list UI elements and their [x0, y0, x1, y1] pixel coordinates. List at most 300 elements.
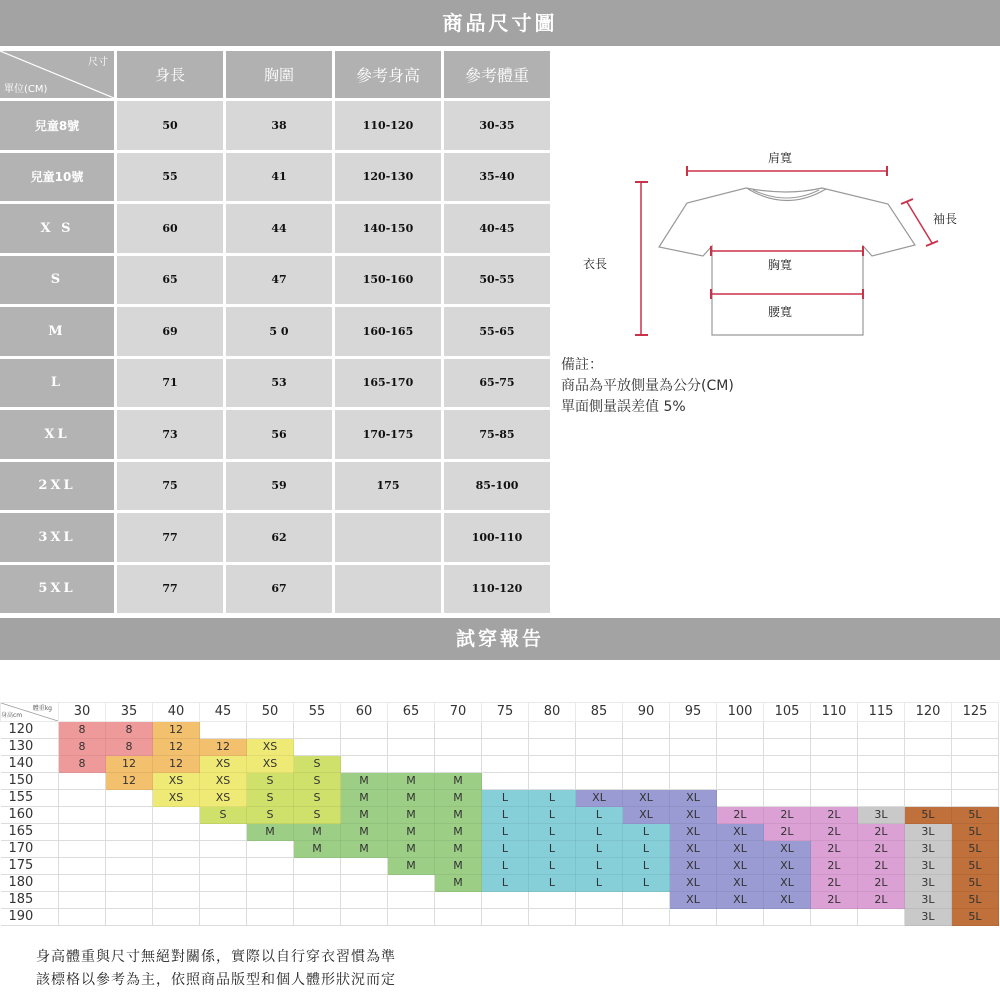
fit-cell: [576, 756, 623, 773]
fit-cell: 5L: [952, 807, 999, 824]
size-row: [0, 307, 550, 356]
fit-cell: 2L: [764, 807, 811, 824]
weight-header: 55: [294, 703, 341, 722]
height-label: 175: [1, 858, 59, 875]
size-cell: 110-120: [335, 101, 441, 150]
fit-cell: 3L: [905, 909, 952, 926]
fit-cell: [388, 722, 435, 739]
fit-cell: XL: [764, 841, 811, 858]
fit-cell: M: [435, 790, 482, 807]
fit-cell: [576, 909, 623, 926]
fit-cell: 3L: [905, 858, 952, 875]
fit-cell: [482, 739, 529, 756]
fit-cell: 2L: [811, 841, 858, 858]
fit-cell: [59, 892, 106, 909]
fit-cell: [952, 756, 999, 773]
fit-cell: [811, 756, 858, 773]
fit-cell: [529, 909, 576, 926]
size-label: S: [0, 256, 114, 305]
fit-cell: S: [294, 756, 341, 773]
fit-cell: [153, 824, 200, 841]
fit-cell: [811, 722, 858, 739]
fit-report-chart: [0, 702, 999, 926]
fit-cell: XS: [153, 790, 200, 807]
fit-cell: [482, 756, 529, 773]
fit-cell: [106, 841, 153, 858]
fit-cell: [858, 909, 905, 926]
fit-cell: S: [294, 773, 341, 790]
fit-cell: 2L: [858, 858, 905, 875]
footer-line-2: 該標格以參考為主，依照商品版型和個人體形狀況而定: [36, 972, 396, 988]
fit-row: [1, 773, 999, 790]
fit-cell: [952, 739, 999, 756]
fit-cell: L: [576, 824, 623, 841]
fit-cell: [623, 892, 670, 909]
size-cell: 50-55: [444, 256, 550, 305]
size-row: [0, 513, 550, 562]
fit-cell: XL: [623, 807, 670, 824]
height-label: 160: [1, 807, 59, 824]
fit-cell: [529, 892, 576, 909]
fit-cell: 5L: [952, 892, 999, 909]
fit-cell: [670, 773, 717, 790]
fit-cell: L: [529, 824, 576, 841]
weight-header: 40: [153, 703, 200, 722]
fit-cell: 5L: [952, 824, 999, 841]
weight-header: 50: [247, 703, 294, 722]
corner-top-label: 尺寸: [88, 57, 108, 68]
weight-header: 30: [59, 703, 106, 722]
fit-cell: 5L: [952, 841, 999, 858]
fit-cell: L: [529, 807, 576, 824]
fit-cell: [106, 858, 153, 875]
fit-cell: [811, 790, 858, 807]
shoulder-width-label: 肩寬: [768, 151, 793, 165]
fit-report-title: 試穿報告: [455, 628, 544, 650]
fit-cell: [717, 909, 764, 926]
height-label: 140: [1, 756, 59, 773]
fit-cell: L: [623, 858, 670, 875]
size-cell: 59: [226, 462, 332, 511]
fit-cell: [717, 790, 764, 807]
fit-cell: 8: [59, 739, 106, 756]
size-cell: 110-120: [444, 565, 550, 614]
fit-cell: [576, 722, 623, 739]
size-cell: 62: [226, 513, 332, 562]
fit-cell: 12: [106, 773, 153, 790]
corner-cell: [0, 51, 114, 98]
height-label: 180: [1, 875, 59, 892]
fit-report-banner: [0, 618, 1000, 660]
size-row: [0, 256, 550, 305]
fit-cell: [341, 722, 388, 739]
fit-cell: [247, 722, 294, 739]
size-row: [0, 101, 550, 150]
fit-row: [1, 824, 999, 841]
fit-cell: [294, 739, 341, 756]
fit-cell: [153, 875, 200, 892]
size-cell: 67: [226, 565, 332, 614]
fit-cell: S: [247, 773, 294, 790]
fit-cell: [717, 756, 764, 773]
fit-cell: [717, 773, 764, 790]
fit-cell: 2L: [858, 841, 905, 858]
size-cell: 41: [226, 153, 332, 202]
fit-cell: 2L: [811, 858, 858, 875]
fit-cell: [106, 790, 153, 807]
height-label: 170: [1, 841, 59, 858]
size-label: 5XL: [0, 565, 114, 614]
size-row: [0, 359, 550, 408]
fit-cell: [529, 739, 576, 756]
fit-cell: [341, 909, 388, 926]
fit-cell: [717, 722, 764, 739]
fit-cell: [59, 790, 106, 807]
body-length-label: 衣長: [583, 257, 608, 271]
fit-cell: 2L: [764, 824, 811, 841]
fit-cell: M: [388, 858, 435, 875]
fit-cell: XL: [717, 824, 764, 841]
fit-row: [1, 722, 999, 739]
fit-cell: L: [623, 875, 670, 892]
fit-cell: [482, 892, 529, 909]
size-cell: 160-165: [335, 307, 441, 356]
fit-cell: [576, 773, 623, 790]
fit-cell: XL: [670, 875, 717, 892]
size-cell: 165-170: [335, 359, 441, 408]
notes: [561, 355, 734, 418]
fit-cell: XL: [717, 858, 764, 875]
fit-cell: [764, 790, 811, 807]
size-cell: 69: [117, 307, 223, 356]
fit-cell: L: [529, 875, 576, 892]
fit-cell: [388, 909, 435, 926]
fit-cell: [764, 909, 811, 926]
size-chart-title: 商品尺寸圖: [442, 11, 558, 35]
fit-cell: [153, 841, 200, 858]
fit-cell: [858, 739, 905, 756]
size-cell: [335, 513, 441, 562]
fit-cell: [623, 909, 670, 926]
fit-cell: XS: [247, 739, 294, 756]
fit-cell: [388, 739, 435, 756]
fit-cell: [294, 858, 341, 875]
size-label: 兒童10號: [0, 153, 114, 202]
column-header: 參考體重: [444, 51, 550, 98]
fit-cell: [435, 756, 482, 773]
size-cell: 140-150: [335, 204, 441, 253]
weight-header: 95: [670, 703, 717, 722]
fit-cell: M: [388, 824, 435, 841]
fit-cell: [811, 773, 858, 790]
tshirt-diagram: [560, 140, 1000, 350]
size-row: [0, 462, 550, 511]
fit-row: [1, 892, 999, 909]
fit-cell: [59, 909, 106, 926]
size-cell: 38: [226, 101, 332, 150]
fit-cell: 12: [153, 739, 200, 756]
fit-cell: [858, 790, 905, 807]
fit-cell: 5L: [952, 909, 999, 926]
size-table-header: [0, 51, 550, 98]
fit-cell: [153, 807, 200, 824]
sleeve-length-label: 袖長: [933, 212, 958, 226]
fit-cell: S: [247, 807, 294, 824]
fit-cell: [952, 722, 999, 739]
fit-cell: [247, 892, 294, 909]
fit-cell: [435, 909, 482, 926]
size-row: [0, 204, 550, 253]
fit-cell: L: [482, 841, 529, 858]
weight-header: 110: [811, 703, 858, 722]
size-cell: 44: [226, 204, 332, 253]
size-cell: 65-75: [444, 359, 550, 408]
size-cell: 53: [226, 359, 332, 408]
fit-cell: M: [435, 773, 482, 790]
fit-cell: XS: [200, 790, 247, 807]
size-chart-banner: [0, 0, 1000, 46]
weight-header: 115: [858, 703, 905, 722]
size-label: 兒童8號: [0, 101, 114, 150]
fit-cell: M: [435, 858, 482, 875]
fit-row: [1, 756, 999, 773]
weight-header: 80: [529, 703, 576, 722]
fit-cell: 2L: [811, 875, 858, 892]
size-cell: 40-45: [444, 204, 550, 253]
fit-cell: [435, 739, 482, 756]
fit-cell: [623, 739, 670, 756]
fit-cell: [59, 875, 106, 892]
fit-cell: [905, 773, 952, 790]
fit-cell: [623, 722, 670, 739]
fit-cell: [811, 909, 858, 926]
fit-cell: L: [576, 841, 623, 858]
weight-header: 75: [482, 703, 529, 722]
fit-cell: 3L: [905, 824, 952, 841]
fit-cell: XL: [764, 858, 811, 875]
fit-cell: [764, 722, 811, 739]
fit-cell: M: [294, 824, 341, 841]
fit-cell: [764, 773, 811, 790]
fit-cell: [247, 909, 294, 926]
fit-cell: [576, 739, 623, 756]
fit-cell: [294, 892, 341, 909]
fit-cell: [153, 909, 200, 926]
size-cell: 35-40: [444, 153, 550, 202]
fit-cell: 2L: [811, 824, 858, 841]
fit-cell: [952, 773, 999, 790]
fit-cell: [905, 756, 952, 773]
fit-cell: L: [529, 841, 576, 858]
fit-cell: [670, 739, 717, 756]
fit-row: [1, 739, 999, 756]
fit-cell: [59, 773, 106, 790]
fit-cell: 3L: [905, 841, 952, 858]
fit-cell: 12: [153, 722, 200, 739]
fit-cell: [59, 807, 106, 824]
fit-cell: [106, 807, 153, 824]
fit-cell: [59, 858, 106, 875]
fit-cell: [341, 756, 388, 773]
fit-cell: M: [341, 807, 388, 824]
size-cell: 65: [117, 256, 223, 305]
fit-cell: XL: [764, 892, 811, 909]
fit-cell: [200, 875, 247, 892]
fit-cell: [294, 909, 341, 926]
notes-title: 備註：: [561, 357, 603, 373]
fit-cell: L: [529, 790, 576, 807]
size-cell: 77: [117, 565, 223, 614]
fit-cell: [670, 756, 717, 773]
fit-cell: XL: [670, 892, 717, 909]
notes-line-1: 商品為平放側量為公分(CM): [561, 378, 734, 394]
weight-header: 90: [623, 703, 670, 722]
height-label: 120: [1, 722, 59, 739]
fit-cell: 2L: [717, 807, 764, 824]
fit-cell: XS: [200, 773, 247, 790]
fit-cell: XL: [670, 807, 717, 824]
column-header: 身長: [117, 51, 223, 98]
fit-cell: 8: [106, 739, 153, 756]
fit-cell: [153, 892, 200, 909]
fit-cell: M: [247, 824, 294, 841]
fit-cell: XL: [717, 841, 764, 858]
fit-cell: [247, 841, 294, 858]
size-label: L: [0, 359, 114, 408]
fit-cell: M: [388, 841, 435, 858]
column-header: 參考身高: [335, 51, 441, 98]
fit-cell: XL: [670, 824, 717, 841]
fit-cell: [529, 722, 576, 739]
fit-cell: [670, 909, 717, 926]
fit-cell: S: [247, 790, 294, 807]
size-label: 2XL: [0, 462, 114, 511]
fit-cell: XL: [670, 790, 717, 807]
fit-cell: [952, 790, 999, 807]
size-cell: 175: [335, 462, 441, 511]
fit-cell: M: [341, 841, 388, 858]
weight-header: 85: [576, 703, 623, 722]
fit-cell: XL: [717, 875, 764, 892]
fit-cell: [435, 722, 482, 739]
height-label: 185: [1, 892, 59, 909]
fit-cell: [905, 790, 952, 807]
size-label: M: [0, 307, 114, 356]
height-label: 150: [1, 773, 59, 790]
fit-cell: [905, 722, 952, 739]
size-cell: 73: [117, 410, 223, 459]
fit-cell: M: [388, 790, 435, 807]
fit-cell: [858, 756, 905, 773]
fit-cell: [670, 722, 717, 739]
fit-cell: L: [623, 841, 670, 858]
fit-row: [1, 858, 999, 875]
size-cell: 30-35: [444, 101, 550, 150]
size-cell: 170-175: [335, 410, 441, 459]
fit-cell: 5L: [905, 807, 952, 824]
corner-bottom-label: 單位(CM): [4, 84, 48, 95]
size-cell: 85-100: [444, 462, 550, 511]
size-cell: 47: [226, 256, 332, 305]
weight-header: 125: [952, 703, 999, 722]
fit-cell: XL: [623, 790, 670, 807]
fit-cell: [106, 892, 153, 909]
size-cell: 100-110: [444, 513, 550, 562]
height-label: 165: [1, 824, 59, 841]
fit-cell: [200, 722, 247, 739]
weight-header: 60: [341, 703, 388, 722]
fit-cell: S: [200, 807, 247, 824]
fit-corner-cell: [1, 703, 59, 722]
fit-cell: M: [388, 807, 435, 824]
fit-cell: 12: [106, 756, 153, 773]
size-label: 3XL: [0, 513, 114, 562]
fit-cell: [435, 892, 482, 909]
fit-cell: [247, 875, 294, 892]
fit-cell: 2L: [858, 824, 905, 841]
fit-cell: L: [482, 807, 529, 824]
size-cell: 55: [117, 153, 223, 202]
waist-width-label: 腰寬: [768, 305, 793, 319]
fit-cell: 5L: [952, 858, 999, 875]
fit-cell: 2L: [811, 892, 858, 909]
fit-cell: XS: [153, 773, 200, 790]
weight-header: 45: [200, 703, 247, 722]
fit-cell: L: [576, 807, 623, 824]
fit-cell: M: [341, 773, 388, 790]
fit-cell: [341, 892, 388, 909]
weight-header: 65: [388, 703, 435, 722]
fit-cell: 8: [59, 722, 106, 739]
size-label: XL: [0, 410, 114, 459]
fit-row: [1, 790, 999, 807]
fit-cell: 5L: [952, 875, 999, 892]
fit-cell: 8: [59, 756, 106, 773]
fit-cell: [59, 841, 106, 858]
fit-cell: [388, 875, 435, 892]
fit-cell: L: [576, 858, 623, 875]
weight-header: 100: [717, 703, 764, 722]
fit-cell: [153, 858, 200, 875]
fit-cell: M: [388, 773, 435, 790]
fit-cell: 2L: [858, 892, 905, 909]
fit-cell: [764, 739, 811, 756]
height-label: 130: [1, 739, 59, 756]
fit-cell: M: [341, 824, 388, 841]
fit-row: [1, 841, 999, 858]
height-label: 190: [1, 909, 59, 926]
fit-cell: L: [576, 875, 623, 892]
fit-cell: [341, 858, 388, 875]
fit-cell: [200, 824, 247, 841]
fit-cell: M: [435, 841, 482, 858]
fit-cell: [623, 773, 670, 790]
fit-cell: L: [623, 824, 670, 841]
fit-cell: XL: [717, 892, 764, 909]
size-cell: 75: [117, 462, 223, 511]
fit-cell: 3L: [905, 875, 952, 892]
size-cell: 120-130: [335, 153, 441, 202]
fit-cell: XS: [200, 756, 247, 773]
fit-cell: L: [482, 875, 529, 892]
fit-cell: XL: [670, 858, 717, 875]
fit-cell: M: [341, 790, 388, 807]
height-label: 155: [1, 790, 59, 807]
fit-cell: [106, 875, 153, 892]
fit-cell: 3L: [905, 892, 952, 909]
weight-header: 35: [106, 703, 153, 722]
fit-cell: [341, 739, 388, 756]
